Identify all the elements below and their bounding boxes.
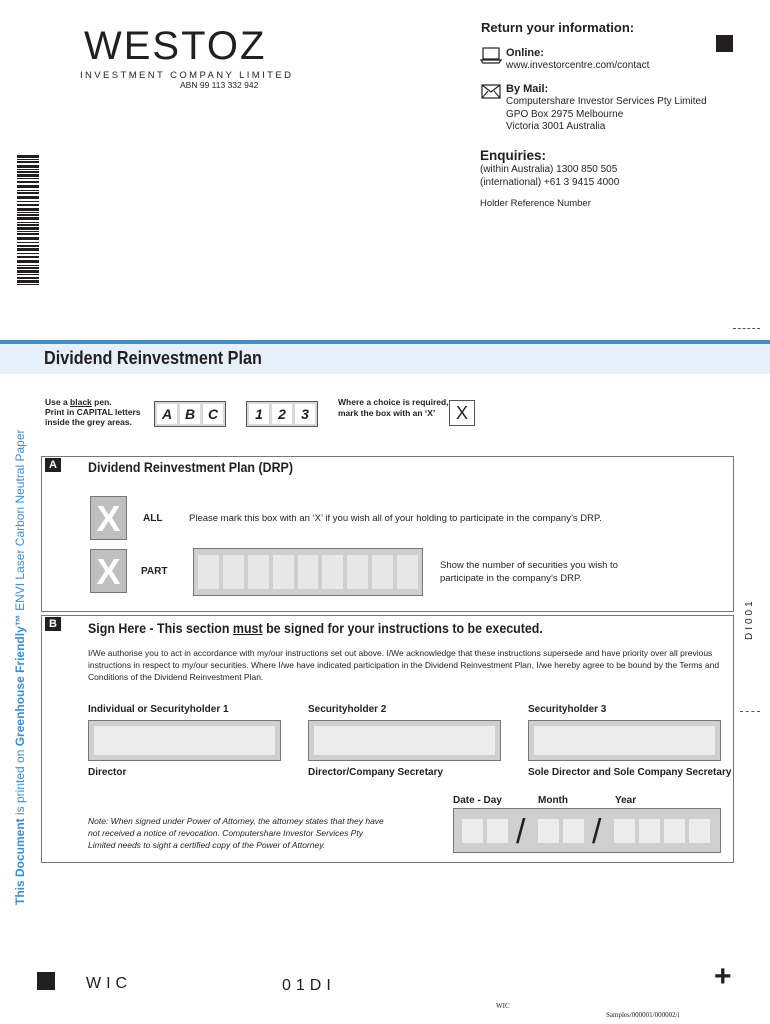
section-b-title: [88, 621, 543, 636]
section-b-title-pre: Sign Here - This section: [88, 621, 233, 636]
sample-cell: C: [203, 404, 223, 424]
holder-1-label: Individual or Securityholder 1: [88, 704, 229, 715]
footer-tiny-code: WIC: [496, 1002, 510, 1010]
mail-line: GPO Box 2975 Melbourne: [506, 108, 624, 120]
choice-instructions: [338, 397, 449, 419]
all-label: ALL: [143, 513, 163, 524]
phone-within: (within Australia) 1300 850 505: [480, 164, 618, 175]
section-a-title: Dividend Reinvestment Plan (DRP): [88, 460, 293, 475]
phone-international: (international) +61 3 9415 4000: [480, 176, 620, 188]
date-day-digit[interactable]: [487, 819, 508, 843]
date-month-digit[interactable]: [538, 819, 559, 843]
document-code: DI001: [744, 598, 755, 640]
holder-3-label: Securityholder 3: [528, 704, 607, 715]
company-logo: [84, 24, 266, 69]
footer-code-left: WIC: [86, 975, 133, 992]
part-securities-input[interactable]: [193, 548, 423, 596]
sample-cell: B: [180, 404, 200, 424]
date-month-label: Month: [538, 795, 568, 806]
section-b-title-emph: must: [232, 621, 263, 636]
mail-line: Computershare Investor Services Pty Limited: [506, 96, 707, 107]
signature-field-1[interactable]: [88, 720, 281, 761]
sample-letters: [154, 401, 226, 427]
choice-note-line: Where a choice is required,: [338, 397, 449, 407]
date-day-label: Date - Day: [453, 795, 502, 806]
page-title: Dividend Reinvestment Plan: [44, 348, 262, 368]
part-description: Show the number of securities you wish to participate in the company’s DRP.: [440, 560, 618, 584]
pen-note-line: Print in CAPITAL letters: [45, 407, 141, 417]
section-b-letter: B: [45, 617, 61, 631]
power-of-attorney-note: Note: When signed under Power of Attorney, the attorney states that they have not received a notice of revocation. Computershare Investor Services Pty Limited needs to sight a certified copy of the Power of Attorney.: [88, 816, 384, 850]
sample-reference: Samples/000001/000002/i: [606, 1011, 680, 1019]
plus-icon: +: [714, 960, 732, 993]
footer-code-mid: 01DI: [282, 977, 336, 994]
mail-address: [506, 96, 707, 134]
section-b-title-post: be signed for your instructions to be executed.: [262, 621, 543, 636]
divider: [733, 328, 760, 329]
enquiries-phones: [480, 164, 619, 189]
authorisation-text: I/We authorise you to act in accordance with my/our instructions set out above. I/We acknowledge that these instructions supersede and have priority over all previous instructions in respect to my/our securities. Where I/we have indicated participation in the Dividend Reinvestment Plan, I/we hereby agree to be bound by the Terms and Conditions of the Dividend Reinvestment Plan.: [88, 648, 720, 682]
divider: [740, 711, 760, 712]
mail-line: Victoria 3001 Australia: [506, 121, 606, 132]
mail-label: By Mail:: [506, 83, 549, 95]
date-year-digit[interactable]: [614, 819, 635, 843]
registration-mark-icon: [716, 35, 733, 52]
date-year-label: Year: [615, 795, 637, 806]
barcode-icon: [17, 155, 39, 285]
date-input[interactable]: [453, 808, 721, 853]
computer-icon: [480, 47, 502, 65]
date-separator: /: [592, 813, 602, 851]
online-label: Online:: [506, 47, 544, 59]
role-2-label: Director/Company Secretary: [308, 767, 444, 778]
paper-statement-prefix: This Document: [13, 818, 27, 905]
pen-note-line: inside the grey areas.: [45, 417, 132, 427]
online-url[interactable]: www.investorcentre.com/contact: [506, 60, 650, 71]
sample-cell: 2: [272, 404, 292, 424]
date-month-digit[interactable]: [563, 819, 584, 843]
all-checkbox[interactable]: X: [90, 496, 127, 540]
date-day-digit[interactable]: [462, 819, 483, 843]
sample-cell: 1: [249, 404, 269, 424]
paper-statement-suffix: ENVI Laser Carbon Neutral Paper: [13, 429, 27, 615]
signature-field-2[interactable]: [308, 720, 501, 761]
return-info-title: Return your information:: [481, 20, 635, 35]
signature-field-3[interactable]: [528, 720, 721, 761]
all-description: Please mark this box with an ‘X’ if you wish all of your holding to participate in the company’s DRP.: [189, 513, 602, 524]
registration-mark-icon: [37, 972, 55, 990]
envelope-icon: [481, 84, 501, 99]
part-label: PART: [141, 566, 168, 577]
paper-statement-mid: is printed on: [13, 746, 27, 819]
holder-reference-label: Holder Reference Number: [480, 198, 591, 209]
part-checkbox[interactable]: X: [90, 549, 127, 593]
enquiries-title: Enquiries:: [480, 148, 547, 163]
holder-2-label: Securityholder 2: [308, 704, 387, 715]
date-separator: /: [516, 813, 526, 851]
role-3-label: Sole Director and Sole Company Secretary: [528, 767, 732, 778]
date-year-digit[interactable]: [664, 819, 685, 843]
company-abn: ABN 99 113 332 942: [180, 80, 259, 90]
sample-digits: [246, 401, 318, 427]
pen-note-underline: black: [70, 397, 92, 407]
section-a-letter: A: [45, 458, 61, 472]
sample-cell: 3: [295, 404, 315, 424]
choice-note-line: mark the box with an ‘X’: [338, 408, 436, 418]
date-year-digit[interactable]: [639, 819, 660, 843]
sample-x-box: X: [449, 400, 475, 426]
logo-text: WESTOZ: [84, 24, 267, 68]
pen-instructions: Use a black pen. Print in CAPITAL letters inside the grey areas.: [45, 397, 141, 427]
paper-statement: [13, 429, 27, 905]
role-1-label: Director: [88, 767, 127, 778]
sample-cell: A: [157, 404, 177, 424]
paper-statement-brand: Greenhouse Friendly™: [13, 614, 27, 747]
logo-subtitle: INVESTMENT COMPANY LIMITED: [80, 70, 294, 81]
date-year-digit[interactable]: [689, 819, 710, 843]
